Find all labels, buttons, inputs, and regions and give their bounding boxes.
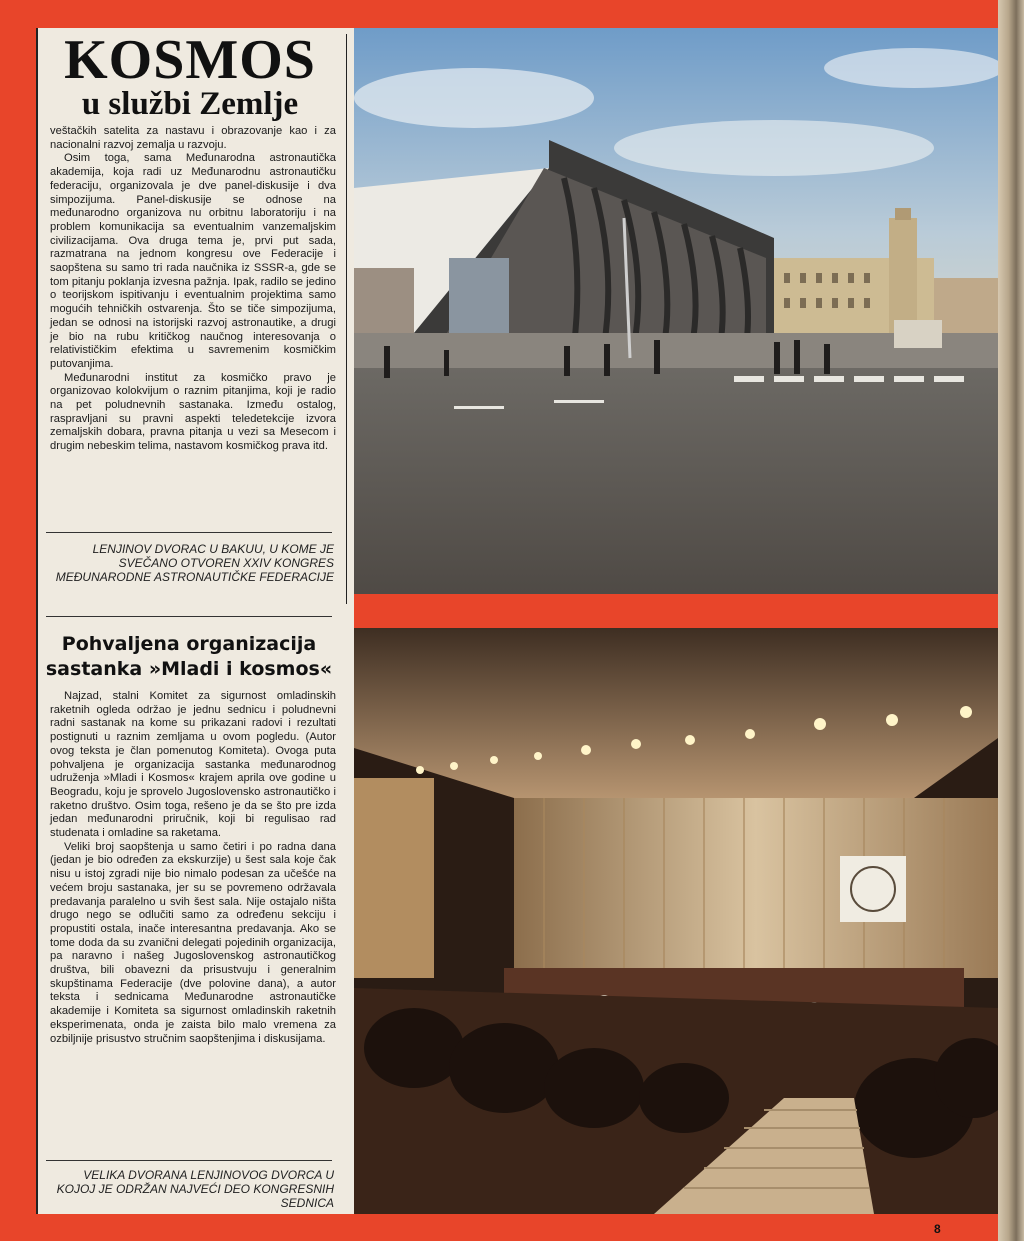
paragraph: veštačkih satelita za nastavu i obrazovanje kao i za nacionalni razvoj zemalja u razvoju. [50,125,336,151]
photo-congress-hall [354,628,998,1214]
divider [46,616,332,617]
paragraph: Međunarodni institut za kosmičko pravo je organizovao kolokvijum o raznim pitanjima, koji je radio na pet poludnevnih sastanaka. Između ostalog, raspravljani su pravni aspekti teledetekcije izvora zemaljskih dobara, pravna pitanja u vezi sa Mesecom i drugim nebeskim telima, nastavom kosmičkog prava itd. [50,371,336,453]
caption-top: LENJINOV DVORAC U BAKUU, U KOME JE SVEČANO OTVOREN XXIV KONGRES MEĐUNARODNE ASTRONAUTIČKE FEDERACIJE [55,542,334,584]
building-photo-icon [354,28,998,594]
emblem-icon [840,856,906,922]
section-text [50,690,336,1046]
divider [46,532,332,533]
column-rule [346,34,347,604]
subheadline: u službi Zemlje [81,86,299,122]
paragraph: Najzad, stalni Komitet za sigurnost omladinskih raketnih ogleda održao je jednu sednicu i poludnevni radni sastanak na kome su prikazani radovi i rezultati postignuti u raznim zemljama u ovom pogledu. (Autor ovog teksta je član pomenutog Komiteta). Ovoga puta pohvaljena je organizacija sastanka međunarodnog udruženja »Mladi i Kosmos« krajem aprila ove godine u Beogradu, koju je sprovelo Jugoslovensko astronautičko i raketno društvo. Osim toga, rešeno je da se što pre izda jedan međunarodni priručnik, koji bi regulisao rad studenata i omladine sa raketama. [50,690,336,840]
section-title [44,632,334,682]
caption-bottom: VELIKA DVORANA LENJINOVOG DVORCA U KOJOJ JE ODRŽAN NAJVEĆI DEO KONGRESNIH SEDNICA [56,1168,334,1210]
photo-building-exterior [354,28,998,594]
paragraph: Osim toga, sama Međunarodna astronautička akademija, koja radi uz Međunarodnu astronautičku federaciju, organizovala je dve panel-diskusije i dva simpozijuma. Panel-diskusije se odnose na međunarodno organizova nu orbitnu laboratoriju i na problem komunikacija sa eventualnim vanzemaljskim civilizacijama. Ova druga tema je, prvi put sada, razmatrana na jednom kongresu ove Federacije i saopštena su samo tri rada naučnika iz SSSR-a, gde se tom pitanju poklanja izvesna pažnja. Ipak, radilo se jedino o teorijskom ispitivanju i eventualnim projektima samo mogućih tehničkih ostvarenja. Što se tiče simpozijuma, jedan se odnosi na istorijski razvoj astronautike, a drugi je bio na rubu kritičkog naučnog interesovanja o relativističkim efektima u savremenim kosmičkim putovanjima. [50,152,336,370]
section-title-line1: Pohvaljena organizacija [61,633,317,655]
intro-text [50,125,336,454]
hall-photo-icon [354,628,998,1214]
page-edge [998,0,1024,1241]
headline: KOSMOS [64,29,316,91]
paragraph: Veliki broj saopštenja u samo četiri i po radna dana (jedan je bio određen za ekskurzije) u šest sala koje čak nisu u istoj zgradi nije bio nimalo podesan za učešće na većem broju sastanaka, jer su se povremeno održavala predavanja paralelno u svih šest sala. Nije ostajalo ništa drugo nego se odlučiti samo za određenu sekciju i propustiti ostala, inače interesantna predavanja. Ako se tome doda da su zvanični delegati pojedinih organizacija, pa naravno i našeg Jugoslovenskog astronautičkog društva, bili obavezni da prisustvuju i generalnim skupštinama Federacije (dve polovine dana), a autor teksta i sednicama Međunarodne astronautičke akademije i Komiteta sa sigurnost omladinskih raketnih eksperimenata, onda je zaista bilo malo vremena za ozbiljnije prisustvo stručnim saopštenjima i diskusijama. [50,840,336,1045]
section-title-line2: sastanka »Mladi i kosmos« [45,658,333,680]
divider [46,1160,332,1161]
page-number: 8 [934,1222,941,1236]
